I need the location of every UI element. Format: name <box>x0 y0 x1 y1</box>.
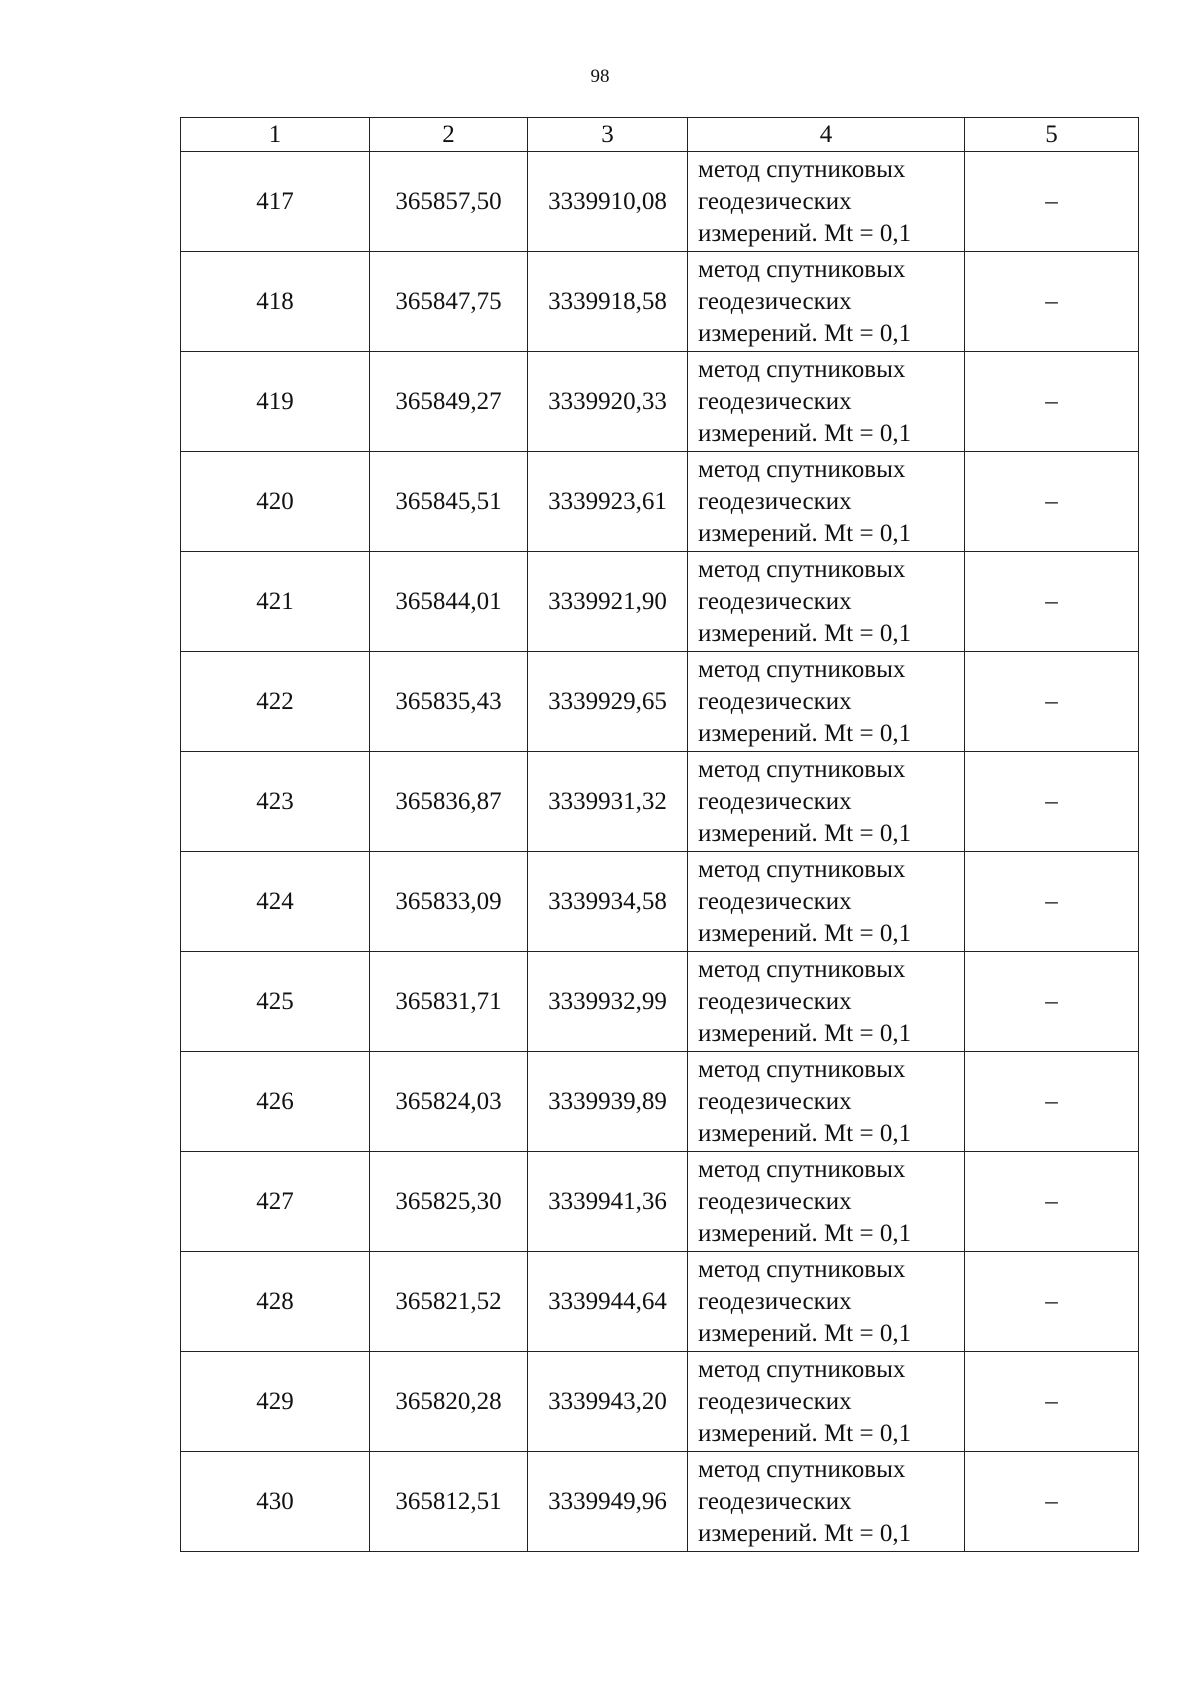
method-line: измерений. Mt = 0,1 <box>698 719 912 747</box>
note-cell: – <box>965 1352 1139 1452</box>
point-number-cell: 419 <box>181 352 370 452</box>
method-line: измерений. Mt = 0,1 <box>698 819 912 847</box>
table-row <box>181 152 1139 252</box>
header-cell-1: 1 <box>181 118 370 152</box>
point-number-cell: 426 <box>181 1052 370 1152</box>
method-line: измерений. Mt = 0,1 <box>698 919 912 947</box>
method-line: метод спутниковых <box>698 755 906 783</box>
note-cell: – <box>965 452 1139 552</box>
method-line: геодезических <box>698 987 852 1015</box>
header-cell-3: 3 <box>528 118 688 152</box>
method-line: геодезических <box>698 1087 852 1115</box>
method-line: метод спутниковых <box>698 255 906 283</box>
y-coordinate-cell: 3339918,58 <box>528 252 688 352</box>
method-cell <box>688 152 965 252</box>
coordinates-table <box>180 117 1139 1552</box>
y-coordinate-cell: 3339943,20 <box>528 1352 688 1452</box>
y-coordinate-cell: 3339921,90 <box>528 552 688 652</box>
method-line: геодезических <box>698 1487 852 1515</box>
method-line: измерений. Mt = 0,1 <box>698 1519 912 1547</box>
method-line: геодезических <box>698 1287 852 1315</box>
table-row <box>181 1252 1139 1352</box>
method-line: геодезических <box>698 287 852 315</box>
method-line: метод спутниковых <box>698 855 906 883</box>
method-line: геодезических <box>698 387 852 415</box>
method-line: измерений. Mt = 0,1 <box>698 1119 912 1147</box>
method-line: измерений. Mt = 0,1 <box>698 1019 912 1047</box>
method-cell <box>688 1252 965 1352</box>
method-line: измерений. Mt = 0,1 <box>698 419 912 447</box>
note-cell: – <box>965 1252 1139 1352</box>
method-line: метод спутниковых <box>698 1155 906 1183</box>
note-cell: – <box>965 352 1139 452</box>
method-cell <box>688 1152 965 1252</box>
method-line: измерений. Mt = 0,1 <box>698 219 912 247</box>
method-cell <box>688 1352 965 1452</box>
method-line: метод спутниковых <box>698 1455 906 1483</box>
note-cell: – <box>965 652 1139 752</box>
note-cell: – <box>965 1152 1139 1252</box>
y-coordinate-cell: 3339910,08 <box>528 152 688 252</box>
method-cell <box>688 652 965 752</box>
note-cell: – <box>965 252 1139 352</box>
y-coordinate-cell: 3339931,32 <box>528 752 688 852</box>
method-line: геодезических <box>698 187 852 215</box>
x-coordinate-cell: 365849,27 <box>370 352 528 452</box>
table-header <box>181 118 1139 152</box>
method-cell <box>688 752 965 852</box>
y-coordinate-cell: 3339934,58 <box>528 852 688 952</box>
x-coordinate-cell: 365821,52 <box>370 1252 528 1352</box>
header-cell-5: 5 <box>965 118 1139 152</box>
x-coordinate-cell: 365833,09 <box>370 852 528 952</box>
method-line: метод спутниковых <box>698 1255 906 1283</box>
point-number-cell: 430 <box>181 1452 370 1552</box>
y-coordinate-cell: 3339944,64 <box>528 1252 688 1352</box>
note-cell: – <box>965 1052 1139 1152</box>
table-row <box>181 1052 1139 1152</box>
table-row <box>181 352 1139 452</box>
x-coordinate-cell: 365831,71 <box>370 952 528 1052</box>
method-cell <box>688 1452 965 1552</box>
method-line: измерений. Mt = 0,1 <box>698 1419 912 1447</box>
y-coordinate-cell: 3339941,36 <box>528 1152 688 1252</box>
method-line: метод спутниковых <box>698 1055 906 1083</box>
point-number-cell: 423 <box>181 752 370 852</box>
y-coordinate-cell: 3339929,65 <box>528 652 688 752</box>
x-coordinate-cell: 365812,51 <box>370 1452 528 1552</box>
method-line: измерений. Mt = 0,1 <box>698 1319 912 1347</box>
method-line: геодезических <box>698 787 852 815</box>
method-line: метод спутниковых <box>698 655 906 683</box>
method-line: измерений. Mt = 0,1 <box>698 619 912 647</box>
header-row <box>181 118 1139 152</box>
method-line: геодезических <box>698 587 852 615</box>
table-row <box>181 652 1139 752</box>
x-coordinate-cell: 365836,87 <box>370 752 528 852</box>
point-number-cell: 420 <box>181 452 370 552</box>
note-cell: – <box>965 952 1139 1052</box>
point-number-cell: 418 <box>181 252 370 352</box>
x-coordinate-cell: 365844,01 <box>370 552 528 652</box>
table-row <box>181 952 1139 1052</box>
point-number-cell: 428 <box>181 1252 370 1352</box>
y-coordinate-cell: 3339949,96 <box>528 1452 688 1552</box>
method-line: метод спутниковых <box>698 355 906 383</box>
x-coordinate-cell: 365835,43 <box>370 652 528 752</box>
method-cell <box>688 452 965 552</box>
header-cell-4: 4 <box>688 118 965 152</box>
point-number-cell: 422 <box>181 652 370 752</box>
method-line: геодезических <box>698 687 852 715</box>
point-number-cell: 417 <box>181 152 370 252</box>
point-number-cell: 421 <box>181 552 370 652</box>
note-cell: – <box>965 852 1139 952</box>
note-cell: – <box>965 752 1139 852</box>
method-cell <box>688 1052 965 1152</box>
x-coordinate-cell: 365847,75 <box>370 252 528 352</box>
table-row <box>181 1452 1139 1552</box>
method-cell <box>688 552 965 652</box>
x-coordinate-cell: 365820,28 <box>370 1352 528 1452</box>
table-row <box>181 1352 1139 1452</box>
method-cell <box>688 352 965 452</box>
method-line: метод спутниковых <box>698 155 906 183</box>
method-line: геодезических <box>698 1187 852 1215</box>
note-cell: – <box>965 1452 1139 1552</box>
method-line: геодезических <box>698 887 852 915</box>
table-row <box>181 1152 1139 1252</box>
point-number-cell: 424 <box>181 852 370 952</box>
method-line: метод спутниковых <box>698 555 906 583</box>
page-number: 98 <box>590 66 610 87</box>
note-cell: – <box>965 552 1139 652</box>
y-coordinate-cell: 3339932,99 <box>528 952 688 1052</box>
table-row <box>181 252 1139 352</box>
method-line: измерений. Mt = 0,1 <box>698 519 912 547</box>
x-coordinate-cell: 365825,30 <box>370 1152 528 1252</box>
point-number-cell: 425 <box>181 952 370 1052</box>
method-cell <box>688 852 965 952</box>
method-line: метод спутниковых <box>698 1355 906 1383</box>
method-line: геодезических <box>698 1387 852 1415</box>
note-cell: – <box>965 152 1139 252</box>
method-line: измерений. Mt = 0,1 <box>698 319 912 347</box>
table-row <box>181 852 1139 952</box>
table-row <box>181 752 1139 852</box>
point-number-cell: 429 <box>181 1352 370 1452</box>
y-coordinate-cell: 3339939,89 <box>528 1052 688 1152</box>
method-line: метод спутниковых <box>698 455 906 483</box>
y-coordinate-cell: 3339920,33 <box>528 352 688 452</box>
point-number-cell: 427 <box>181 1152 370 1252</box>
method-line: геодезических <box>698 487 852 515</box>
header-cell-2: 2 <box>370 118 528 152</box>
method-cell <box>688 952 965 1052</box>
table-body <box>181 152 1139 1552</box>
method-line: измерений. Mt = 0,1 <box>698 1219 912 1247</box>
x-coordinate-cell: 365824,03 <box>370 1052 528 1152</box>
method-line: метод спутниковых <box>698 955 906 983</box>
method-cell <box>688 252 965 352</box>
y-coordinate-cell: 3339923,61 <box>528 452 688 552</box>
x-coordinate-cell: 365845,51 <box>370 452 528 552</box>
x-coordinate-cell: 365857,50 <box>370 152 528 252</box>
table-row <box>181 552 1139 652</box>
table-row <box>181 452 1139 552</box>
